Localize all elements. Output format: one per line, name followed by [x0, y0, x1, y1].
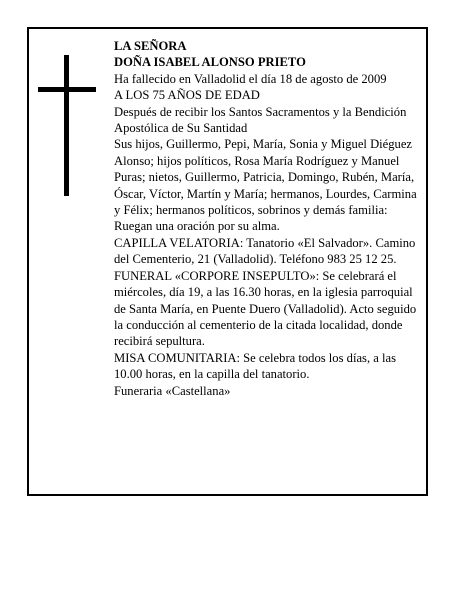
chapel-paragraph: CAPILLA VELATORIA: Tanatorio «El Salvador». Camino del Cementerio, 21 (Valladolid). Teléfono 983 25 12 25.: [114, 235, 416, 267]
obituary-text: [114, 38, 426, 399]
mass-paragraph: MISA COMUNITARIA: Se celebra todos los días, a las 10.00 horas, en la capilla del tanatorio.: [114, 350, 396, 382]
notice-title: LA SEÑORA: [114, 39, 187, 53]
age-line: A LOS 75 AÑOS DE EDAD: [114, 88, 260, 103]
death-line: Ha fallecido en Valladolid el día 18 de agosto de 2009: [114, 71, 387, 86]
cross-horizontal-bar: [38, 87, 96, 92]
deceased-name: DOÑA ISABEL ALONSO PRIETO: [114, 55, 306, 70]
family-paragraph: Sus hijos, Guillermo, Pepi, María, Sonia y Miguel Diéguez Alonso; hijos políticos, Rosa María Rodríguez y Manuel Puras; nietos, Guillermo, Patricia, Domingo, Rubén, María, Óscar, Víctor, Martín y María; hermanos, Lourdes, Carmina y Félix; hermanos políticos, sobrinos y demás familia:: [114, 137, 417, 218]
sacraments-paragraph: Después de recibir los Santos Sacramentos y la Bendición Apostólica de Su Santidad: [114, 104, 407, 136]
funeral-home: Funeraria «Castellana»: [114, 383, 231, 398]
cross-vertical-bar: [64, 55, 69, 196]
funeral-paragraph: FUNERAL «CORPORE INSEPULTO»: Se celebrará el miércoles, día 19, a las 16.30 horas, en la iglesia parroquial de Santa María, en Puente Duero (Valladolid). Acto seguido la conducción al cementerio de la citada localidad, donde recibirá sepultura.: [114, 268, 417, 349]
prayer-request: Ruegan una oración por su alma.: [114, 219, 280, 234]
